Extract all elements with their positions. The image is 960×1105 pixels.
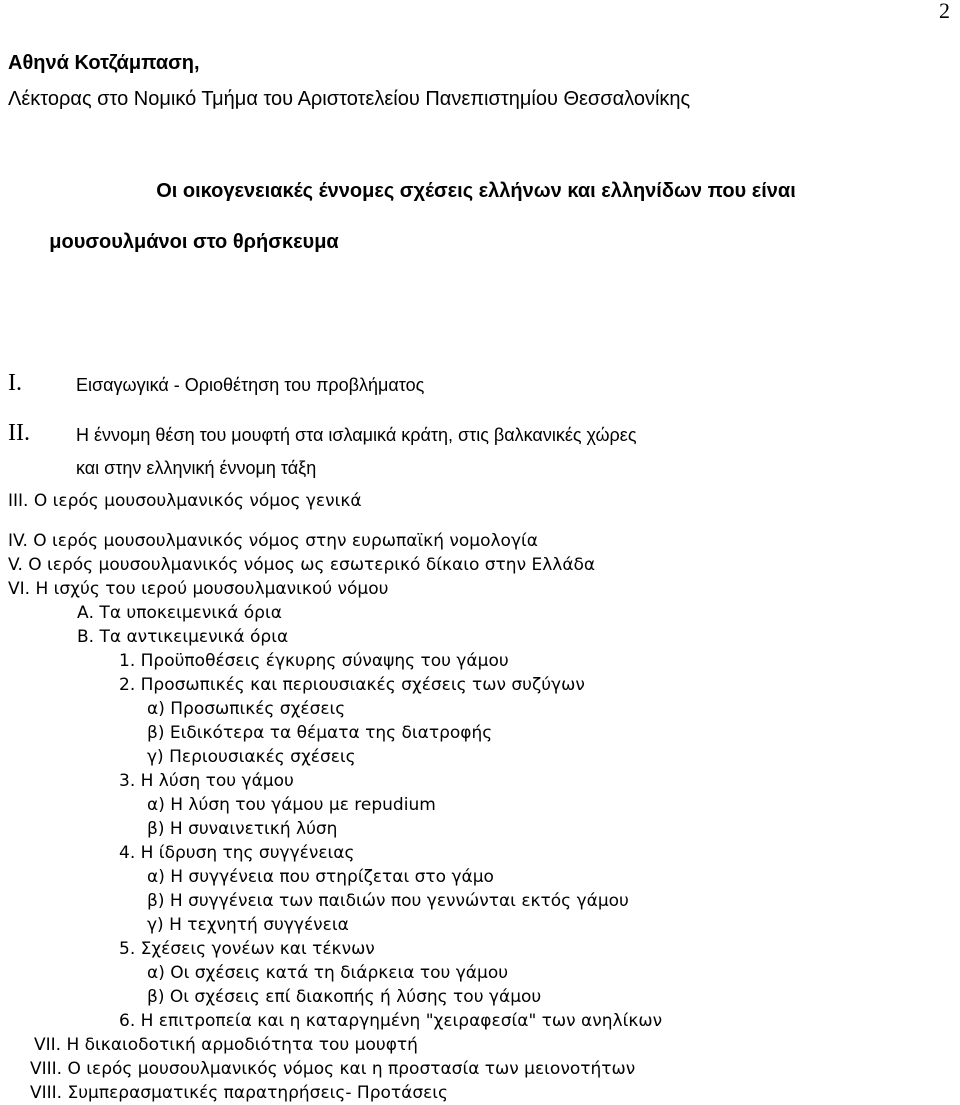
toc-b: Β. Τα αντικειμενικά όρια [77,627,289,647]
toc-5a: α) Οι σχέσεις κατά τη διάρκεια του γάμου [147,963,509,983]
toc-2a: α) Προσωπικές σχέσεις [147,699,346,719]
toc-2b: β) Ειδικότερα τα θέματα της διατροφής [147,723,493,743]
author-name: Αθηνά Κοτζάμπαση, [8,52,200,74]
toc-3: 3. Η λύση του γάμου [119,771,294,791]
author-title: Λέκτορας στο Νομικό Τμήμα του Αριστοτελείου Πανεπιστημίου Θεσσαλονίκης [8,88,691,110]
toc-a: Α. Τα υποκειμενικά όρια [77,603,282,623]
toc-viii-1: VIII. Ο ιερός μουσουλμανικός νόμος και η προστασία των μειονοτήτων [30,1059,636,1079]
section-2-title-cont: και στην ελληνική έννομη τάξη [76,458,317,478]
toc-4c: γ) Η τεχνητή συγγένεια [147,915,349,935]
toc-4a: α) Η συγγένεια που στηρίζεται στο γάμο [147,867,494,887]
toc-1: 1. Προϋποθέσεις έγκυρης σύναψης του γάμου [119,651,509,671]
section-2-number: II. [8,420,30,446]
toc-viii-2: VIII. Συμπερασματικές παρατηρήσεις- Προτάσεις [30,1083,449,1103]
toc-2c: γ) Περιουσιακές σχέσεις [147,747,356,767]
section-1-title: Εισαγωγικά - Οριοθέτηση του προβλήματος [76,375,425,395]
paper-title-line-1: Οι οικογενειακές έννομες σχέσεις ελλήνων και ελληνίδων που είναι [156,180,796,202]
section-2-title: Η έννομη θέση του μουφτή στα ισλαμικά κράτη, στις βαλκανικές χώρες [76,425,637,445]
toc-4: 4. Η ίδρυση της συγγένειας [119,843,355,863]
toc-5: 5. Σχέσεις γονέων και τέκνων [119,939,375,959]
section-1-number: I. [8,370,22,396]
toc-vii: VII. Η δικαιοδοτική αρμοδιότητα του μουφτή [34,1035,418,1055]
toc-vi: VI. Η ισχύς του ιερού μουσουλμανικού νόμου [8,579,389,599]
toc-4b: β) Η συγγένεια των παιδιών που γεννώνται εκτός γάμου [147,891,629,911]
page-number: 2 [939,0,950,23]
section-3: III. Ο ιερός μουσουλμανικός νόμος γενικά [8,491,362,511]
paper-title-line-2: μουσουλμάνοι στο θρήσκευμα [49,231,339,253]
toc-2: 2. Προσωπικές και περιουσιακές σχέσεις των συζύγων [119,675,585,695]
toc-3a: α) Η λύση του γάμου με repudium [147,795,436,815]
toc-6: 6. Η επιτροπεία και η καταργημένη "χειραφεσία" των ανηλίκων [119,1011,663,1031]
toc-5b: β) Οι σχέσεις επί διακοπής ή λύσης του γάμου [147,987,542,1007]
toc-iv: IV. Ο ιερός μουσουλμανικός νόμος στην ευρωπαϊκή νομολογία [8,531,538,551]
toc-3b: β) Η συναινετική λύση [147,819,338,839]
toc-v: V. Ο ιερός μουσουλμανικός νόμος ως εσωτερικό δίκαιο στην Ελλάδα [8,555,596,575]
